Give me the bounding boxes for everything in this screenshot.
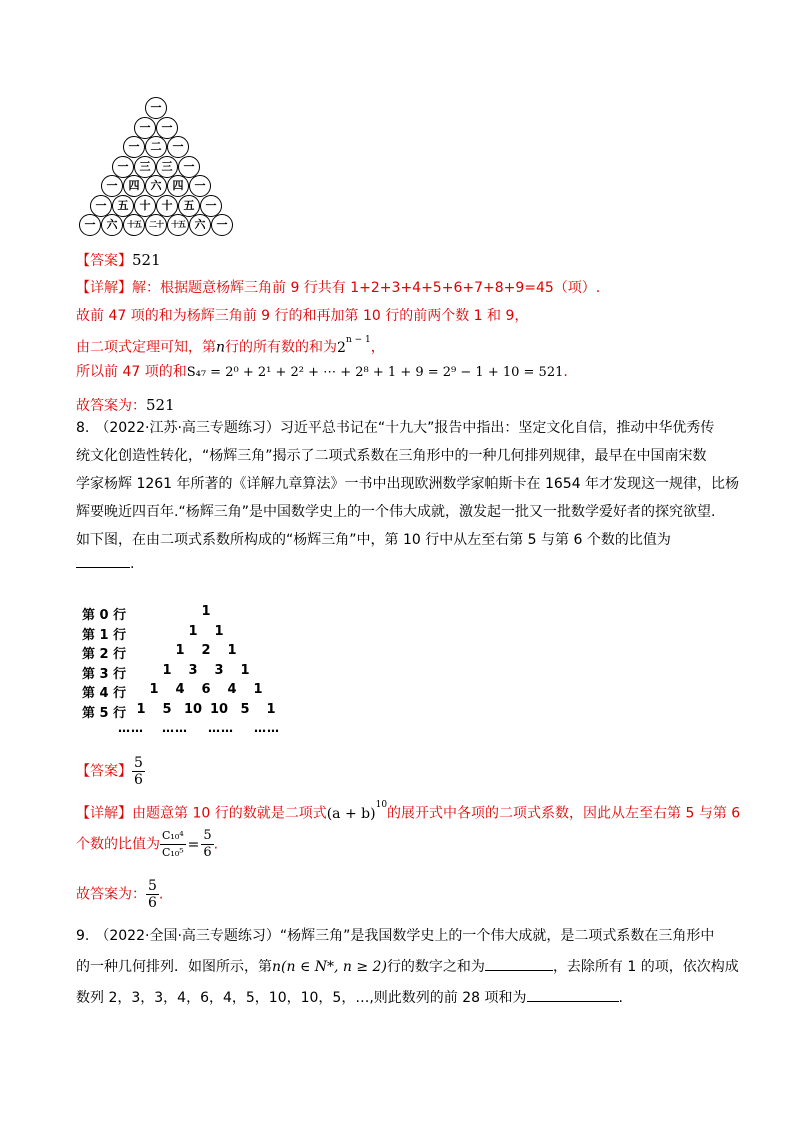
question-text: ，去除所有 1 的项，依次构成 <box>552 959 739 975</box>
q8-detail-line-1 <box>76 800 740 824</box>
question-text: 行的数字之和为 <box>386 959 485 975</box>
triangle-number: 1 <box>149 682 159 697</box>
q8-text-line-5 <box>76 530 671 550</box>
math-binomial: $(a + b)^{10}$ <box>326 800 388 822</box>
pascal-circle: 十 <box>134 195 156 217</box>
answer-blank <box>76 553 130 568</box>
pascal-circle: 一 <box>79 214 101 236</box>
q7-final-answer <box>76 395 175 416</box>
triangle-number: 6 <box>201 682 211 697</box>
question-text: . <box>130 556 135 572</box>
final-label: 故答案为： <box>76 886 146 903</box>
detail-text: 解：根据题意杨辉三角前 9 行共有 1+2+3+4+5+6+7+8+9=45（项）. <box>132 280 601 296</box>
math-result: $\frac{5}{6}$ <box>203 828 212 860</box>
pascal-circle: 三 <box>134 156 156 178</box>
triangle-number: 1 <box>253 682 263 697</box>
triangle-row-label: 第 4 行 <box>82 686 127 701</box>
triangle-number: 3 <box>188 662 198 678</box>
q7-detail-line-4 <box>76 362 568 383</box>
detail-text: ， <box>370 339 385 356</box>
pascal-circle: 六 <box>189 214 211 236</box>
math-equals: = <box>187 836 200 853</box>
triangle-number: 4 <box>175 682 185 697</box>
pascal-circle: 四 <box>123 175 145 197</box>
final-fraction: $\frac{5}{6}$ <box>148 878 157 911</box>
q8-text-line-1 <box>76 418 714 438</box>
q8-text-line-4 <box>76 502 715 522</box>
triangle-ellipsis: …… <box>118 721 144 735</box>
question-number: 9. <box>76 928 90 944</box>
pascal-circle: 五 <box>112 195 134 217</box>
yang-hui-circle-triangle <box>0 0 800 250</box>
question-text: 辉要晚近四百年.“杨辉三角”是中国数学史上的一个伟大成就，激发起一批又一批数学爱好者的探究欲望. <box>76 504 716 520</box>
q8-detail-line-2 <box>76 828 218 868</box>
answer-label: 【答案】 <box>76 763 132 780</box>
question-text: . <box>618 990 623 1006</box>
triangle-number: 1 <box>175 643 185 658</box>
pascal-circle: 六 <box>101 214 123 236</box>
pascal-circle: 六 <box>145 175 167 197</box>
math-n: n <box>216 339 226 356</box>
triangle-number: 1 <box>188 623 198 639</box>
detail-text: 所以前 47 项的和 <box>76 364 187 380</box>
triangle-number: 1 <box>227 643 237 658</box>
pascal-circle: 一 <box>134 117 156 139</box>
pascal-circle: 一 <box>200 195 222 217</box>
triangle-ellipsis: …… <box>254 721 280 735</box>
triangle-number: 1 <box>214 623 224 639</box>
final-text: . <box>158 886 164 903</box>
pascal-circle: 四 <box>167 175 189 197</box>
triangle-number: 4 <box>227 682 237 697</box>
detail-text: 的展开式中各项的二项式系数，因此从左至右第 5 与第 6 <box>387 805 741 822</box>
detail-label: 【详解】 <box>76 805 132 822</box>
question-text: 如下图，在由二项式系数所构成的“杨辉三角”中，第 10 行中从左至右第 5 与第 6 个数的比值为 <box>76 532 671 548</box>
triangle-number: 10 <box>183 701 203 717</box>
final-label: 故答案为： <box>76 398 146 414</box>
question-text: 习近平总书记在“十九大”报告中指出：坚定文化自信，推动中华优秀传 <box>279 420 715 436</box>
answer-blank-1 <box>485 956 553 971</box>
pascal-circle: 一 <box>90 195 112 217</box>
pascal-circle: 十五 <box>167 214 189 236</box>
triangle-ellipsis: …… <box>162 721 188 735</box>
pascal-circle: 一 <box>167 136 189 158</box>
q7-detail-line-3 <box>76 334 385 358</box>
detail-label: 【详解】 <box>76 280 132 296</box>
question-text: 统文化创造性转化，“杨辉三角”揭示了二项式系数在三角形中的一种几何排列规律，最早在中国南宋数 <box>76 448 707 464</box>
math-condition: n(n ∈ N*, n ≥ 2) <box>272 959 387 975</box>
triangle-number: 5 <box>162 701 172 717</box>
triangle-number: 3 <box>214 662 224 678</box>
yang-hui-number-triangle <box>0 598 400 738</box>
pascal-circle: 二十 <box>145 214 167 236</box>
triangle-number: 1 <box>240 662 250 678</box>
detail-text: 由题意第 10 行的数就是二项式 <box>132 805 327 822</box>
pascal-circle: 一 <box>211 214 233 236</box>
q9-text-line-2 <box>76 956 739 977</box>
triangle-row-label: 第 2 行 <box>82 647 127 662</box>
triangle-row-label: 第 5 行 <box>82 705 127 721</box>
detail-text: . <box>213 836 219 853</box>
q8-text-line-6 <box>76 553 134 574</box>
q9-text-line-3 <box>76 987 623 1008</box>
pascal-circle: 一 <box>145 97 167 119</box>
pascal-circle: 十五 <box>123 214 145 236</box>
detail-text: 由二项式定理可知，第 <box>76 339 216 356</box>
q7-detail-line-1 <box>76 278 600 298</box>
detail-text: 行的所有数的和为 <box>225 339 338 356</box>
detail-text: 个数的比值为 <box>76 836 160 853</box>
triangle-ellipsis: …… <box>208 721 234 735</box>
triangle-row-label: 第 1 行 <box>82 627 127 643</box>
pascal-circle: 三 <box>156 156 178 178</box>
question-text: 的一种几何排列．如图所示，第 <box>76 959 272 975</box>
pascal-circle: 一 <box>101 175 123 197</box>
pascal-circle: 五 <box>178 195 200 217</box>
detail-text: 故前 47 项的和为杨辉三角前 9 行的和再加第 10 行的前两个数 1 和 9， <box>76 308 529 324</box>
q8-text-line-3 <box>76 474 739 494</box>
triangle-number: 5 <box>240 701 250 717</box>
final-value: 521 <box>146 396 175 414</box>
answer-value: 521 <box>132 251 161 269</box>
question-source: （2022·全国·高三专题练习） <box>95 928 280 944</box>
q8-answer-line <box>76 755 145 795</box>
math-sum-formula: S₄₇ = 2⁰ + 2¹ + 2² + ⋯ + 2⁸ + 1 + 9 = 2⁹ − 1 + 10 = 521 <box>186 365 564 380</box>
pascal-circle: 一 <box>123 136 145 158</box>
math-power: $2^{n - 1}$ <box>337 335 371 356</box>
triangle-number: 1 <box>266 701 276 717</box>
pascal-circle: 一 <box>156 117 178 139</box>
triangle-number: 2 <box>201 643 211 658</box>
q7-answer-line <box>76 250 161 271</box>
answer-blank-2 <box>527 987 619 1002</box>
triangle-number: 1 <box>136 701 146 717</box>
q9-text-line-1 <box>76 926 714 946</box>
triangle-row-label: 第 0 行 <box>82 608 127 623</box>
triangle-number: 10 <box>209 701 229 717</box>
triangle-row-label: 第 3 行 <box>82 666 127 682</box>
q8-final-answer <box>76 878 163 918</box>
pascal-circle: 一 <box>112 156 134 178</box>
math-ratio: $\frac{\text{C₁₀⁴}}{\text{C₁₀⁵}}$ <box>162 829 184 859</box>
question-text: 数列 2，3，3，4，6，4，5，10，10，5，…,则此数列的前 28 项和为 <box>76 990 527 1006</box>
q7-detail-line-2 <box>76 306 528 326</box>
question-text: “杨辉三角”是我国数学史上的一个伟大成就，是二项式系数在三角形中 <box>279 928 715 944</box>
pascal-circle: 一 <box>178 156 200 178</box>
triangle-number: 1 <box>162 662 172 678</box>
question-source: （2022·江苏·高三专题练习） <box>95 420 280 436</box>
pascal-circle: 十 <box>156 195 178 217</box>
question-text: 学家杨辉 1261 年所著的《详解九章算法》一书中出现欧洲数学家帕斯卡在 1654 年才发现这一规律，比杨 <box>76 476 740 492</box>
answer-label: 【答案】 <box>76 253 132 269</box>
triangle-number: 1 <box>201 604 211 619</box>
q8-text-line-2 <box>76 446 707 466</box>
pascal-circle: 一 <box>189 175 211 197</box>
pascal-circle: 二 <box>145 136 167 158</box>
detail-text: . <box>563 364 568 380</box>
answer-fraction: $\frac{5}{6}$ <box>134 755 143 788</box>
question-number: 8. <box>76 420 90 436</box>
